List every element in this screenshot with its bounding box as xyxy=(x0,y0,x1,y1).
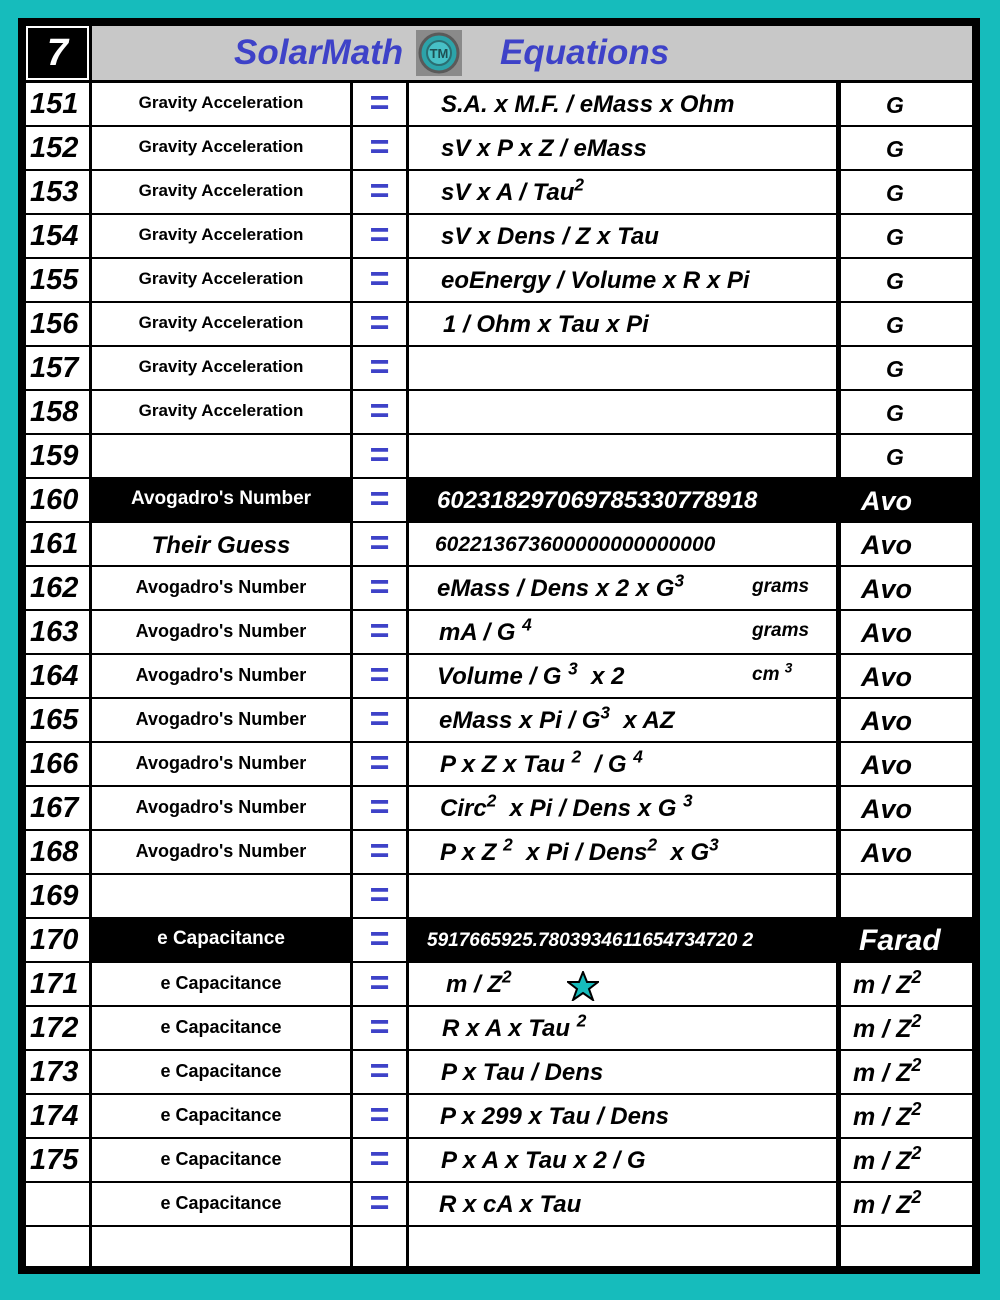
title-solarmath: SolarMath xyxy=(234,33,404,72)
row-name: Avogadro's Number xyxy=(92,611,350,653)
row-name: Gravity Acceleration xyxy=(92,303,350,345)
row-name: Gravity Acceleration xyxy=(92,259,350,301)
table-row xyxy=(26,391,972,433)
equals-sign: = xyxy=(353,1183,406,1225)
logo-text: TM xyxy=(429,46,449,61)
equals-sign: = xyxy=(353,1095,406,1137)
row-name: Avogadro's Number xyxy=(92,699,350,741)
table-row xyxy=(26,1183,972,1225)
row-expression xyxy=(409,611,836,653)
row-expression xyxy=(409,1007,836,1049)
expr-part: R x cA x Tau xyxy=(439,1191,582,1218)
row-expression xyxy=(409,875,836,917)
row-name xyxy=(92,1227,350,1266)
row-result xyxy=(841,1227,972,1266)
row-name: e Capacitance xyxy=(92,1051,350,1093)
table-row xyxy=(26,787,972,829)
row-number: 167 xyxy=(26,787,89,829)
row-name: Gravity Acceleration xyxy=(92,347,350,389)
row-expression xyxy=(409,963,836,1005)
row-number: 158 xyxy=(26,391,89,433)
row-name: Avogadro's Number xyxy=(92,787,350,829)
exponent: 2 xyxy=(502,966,512,987)
equals-sign: = xyxy=(353,743,406,785)
equals-sign: = xyxy=(353,1051,406,1093)
expr-part: x Pi / Dens x G xyxy=(509,795,677,822)
row-result: G xyxy=(841,259,972,301)
row-name: Avogadro's Number xyxy=(92,479,350,521)
row-expression xyxy=(409,1095,836,1137)
row-result: G xyxy=(841,171,972,213)
table-row xyxy=(26,1051,972,1093)
row-result: G xyxy=(841,347,972,389)
exponent: 2 xyxy=(576,1010,587,1031)
row-number: 172 xyxy=(26,1007,89,1049)
table-row xyxy=(26,963,972,1005)
row-number: 164 xyxy=(26,655,89,697)
row-name: Avogadro's Number xyxy=(92,655,350,697)
table-row xyxy=(26,743,972,785)
row-number: 154 xyxy=(26,215,89,257)
row-expression xyxy=(409,171,836,213)
row-number: 165 xyxy=(26,699,89,741)
table-row-empty xyxy=(26,1227,972,1266)
row-result: Avo xyxy=(841,611,972,653)
row-expression xyxy=(409,1227,836,1266)
row-number: 156 xyxy=(26,303,89,345)
equals-sign: = xyxy=(353,347,406,389)
equals-sign: = xyxy=(353,127,406,169)
row-expression xyxy=(409,391,836,433)
row-number: 152 xyxy=(26,127,89,169)
row-number: 151 xyxy=(26,83,89,125)
row-expression xyxy=(409,699,836,741)
row-number: 169 xyxy=(26,875,89,917)
page-frame xyxy=(18,18,980,1274)
equals-sign: = xyxy=(353,171,406,213)
table-row xyxy=(26,831,972,873)
row-number: 170 xyxy=(26,919,89,961)
row-expression xyxy=(409,435,836,477)
unit-grams: grams xyxy=(752,576,810,597)
row-expression xyxy=(409,743,836,785)
row-name: e Capacitance xyxy=(92,1095,350,1137)
exponent: 3 xyxy=(568,658,578,679)
expr-part: Volume / G xyxy=(437,663,562,690)
expr-part: x G xyxy=(670,839,710,866)
row-name: e Capacitance xyxy=(92,1183,350,1225)
table-row xyxy=(26,347,972,389)
expr-part: mA / G xyxy=(439,619,516,646)
exponent: 3 xyxy=(600,702,611,723)
row-name: Gravity Acceleration xyxy=(92,391,350,433)
row-name xyxy=(92,875,350,917)
equals-sign: = xyxy=(353,523,406,565)
equals-sign: = xyxy=(353,303,406,345)
row-result: m / $Z^2$ xyxy=(841,1051,972,1093)
page-number: 7 xyxy=(26,26,89,80)
equals-sign: = xyxy=(353,655,406,697)
table-row-highlight xyxy=(26,479,972,521)
exponent: 3 xyxy=(674,570,685,591)
row-expression xyxy=(409,655,836,697)
expr-part: eMass / Dens x 2 x G xyxy=(437,575,675,602)
row-expression xyxy=(409,1139,836,1181)
equals-sign: = xyxy=(353,479,406,521)
table-row xyxy=(26,567,972,609)
equals-sign: = xyxy=(353,1007,406,1049)
row-number: 153 xyxy=(26,171,89,213)
expr-part: P x 299 x Tau / Dens xyxy=(440,1103,669,1130)
row-expression xyxy=(409,1183,836,1225)
title-band xyxy=(92,26,972,80)
row-expression: sV x P x Z / eMass xyxy=(409,127,836,169)
table-row xyxy=(26,259,972,301)
equals-cell xyxy=(353,1227,406,1266)
row-expression: S.A. x M.F. / eMass x Ohm xyxy=(409,83,836,125)
expr-part: x Pi / Dens xyxy=(526,839,648,866)
row-number: 171 xyxy=(26,963,89,1005)
expr-part: P x Z xyxy=(440,839,497,866)
exponent: 2 xyxy=(503,834,513,855)
row-result: Avo xyxy=(841,567,972,609)
row-name: e Capacitance xyxy=(92,1007,350,1049)
exponent: 2 xyxy=(486,790,497,811)
table-row xyxy=(26,303,972,345)
row-name: e Capacitance xyxy=(92,963,350,1005)
table-row xyxy=(26,523,972,565)
exponent: 3 xyxy=(709,834,719,855)
exponent: 2 xyxy=(574,174,584,195)
row-number: 166 xyxy=(26,743,89,785)
table-row xyxy=(26,611,972,653)
equals-sign: = xyxy=(353,215,406,257)
exponent: 2 xyxy=(571,746,582,767)
row-result: G xyxy=(841,435,972,477)
row-name: Gravity Acceleration xyxy=(92,83,350,125)
row-result: Avo xyxy=(841,699,972,741)
row-result: Avo xyxy=(841,743,972,785)
expr-part: P x Tau / Dens xyxy=(441,1059,604,1086)
row-expression xyxy=(409,1051,836,1093)
expr-part: P x A x Tau x 2 / G xyxy=(441,1147,646,1174)
equals-sign: = xyxy=(353,831,406,873)
row-expression xyxy=(409,567,836,609)
row-value: 602213673600000000000000 xyxy=(409,523,836,565)
row-expression: sV x Dens / Z x Tau xyxy=(409,215,836,257)
row-number: 159 xyxy=(26,435,89,477)
row-number: 173 xyxy=(26,1051,89,1093)
equation-sheet xyxy=(26,26,972,1266)
table-row xyxy=(26,1007,972,1049)
table-row xyxy=(26,171,972,213)
row-name: Avogadro's Number xyxy=(92,743,350,785)
row-name: e Capacitance xyxy=(92,1139,350,1181)
row-name: Avogadro's Number xyxy=(92,567,350,609)
equals-sign: = xyxy=(353,83,406,125)
expr-part: x 2 xyxy=(591,663,625,690)
row-result: m / $Z^2$ xyxy=(841,963,972,1005)
exponent: 2 xyxy=(647,834,658,855)
row-expression xyxy=(409,831,836,873)
row-value: 602318297069785330778918 xyxy=(409,479,836,521)
tm-logo-icon xyxy=(416,30,462,76)
row-result xyxy=(841,875,972,917)
row-expression xyxy=(409,787,836,829)
row-result: G xyxy=(841,215,972,257)
expr-part: Circ xyxy=(440,795,487,822)
exponent: 4 xyxy=(633,746,643,767)
row-result: Avo xyxy=(841,787,972,829)
row-expression xyxy=(409,347,836,389)
row-number: 163 xyxy=(26,611,89,653)
row-result: m / $Z^2$ xyxy=(841,1007,972,1049)
row-name: Avogadro's Number xyxy=(92,831,350,873)
row-number xyxy=(26,1227,89,1266)
row-name: Gravity Acceleration xyxy=(92,215,350,257)
table-row xyxy=(26,655,972,697)
expr-part: eMass x Pi / G xyxy=(439,707,601,734)
table-row-highlight xyxy=(26,919,972,961)
table-row xyxy=(26,127,972,169)
table-row xyxy=(26,215,972,257)
equals-sign: = xyxy=(353,611,406,653)
row-result: G xyxy=(841,391,972,433)
row-name: Gravity Acceleration xyxy=(92,171,350,213)
row-expression: eoEnergy / Volume x R x Pi xyxy=(409,259,836,301)
table-row xyxy=(26,83,972,125)
row-value: 5917665925.7803934611654734720 2 xyxy=(409,919,836,961)
row-number: 161 xyxy=(26,523,89,565)
row-result: G xyxy=(841,303,972,345)
row-result: Farad xyxy=(841,919,972,961)
row-number: 162 xyxy=(26,567,89,609)
equals-sign: = xyxy=(353,919,406,961)
row-name: Their Guess xyxy=(92,523,350,565)
row-result: m / $Z^2$ xyxy=(841,1139,972,1181)
unit-cm: cm $^3$ xyxy=(752,660,793,685)
row-name xyxy=(92,435,350,477)
table-row xyxy=(26,875,972,917)
row-result: Avo xyxy=(841,655,972,697)
equals-sign: = xyxy=(353,567,406,609)
row-result: G xyxy=(841,83,972,125)
expr-part: x AZ xyxy=(623,707,675,734)
title-row xyxy=(26,26,972,80)
equals-sign: = xyxy=(353,787,406,829)
row-number: 174 xyxy=(26,1095,89,1137)
equals-sign: = xyxy=(353,963,406,1005)
equals-sign: = xyxy=(353,391,406,433)
row-result: G xyxy=(841,127,972,169)
row-expression: 1 / Ohm x Tau x Pi xyxy=(409,303,836,345)
row-number: 168 xyxy=(26,831,89,873)
expr-part: P x Z x Tau xyxy=(440,751,565,778)
row-result: m / $Z^2$ xyxy=(841,1183,972,1225)
table-row xyxy=(26,435,972,477)
unit-grams: grams xyxy=(752,620,810,641)
table-row xyxy=(26,699,972,741)
equals-sign: = xyxy=(353,435,406,477)
row-result: Avo xyxy=(841,479,972,521)
row-number: 175 xyxy=(26,1139,89,1181)
exponent: 3 xyxy=(683,790,693,811)
row-result: m / $Z^2$ xyxy=(841,1095,972,1137)
row-number: 155 xyxy=(26,259,89,301)
expr-part: R x A x Tau xyxy=(442,1015,571,1042)
expr-part: sV x A / Tau xyxy=(441,179,575,206)
equals-sign: = xyxy=(353,259,406,301)
row-name: e Capacitance xyxy=(92,919,350,961)
exponent: 4 xyxy=(522,614,532,635)
row-name: Gravity Acceleration xyxy=(92,127,350,169)
star-icon xyxy=(567,971,599,1001)
row-number xyxy=(26,1183,89,1225)
row-result: Avo xyxy=(841,831,972,873)
row-result: Avo xyxy=(841,523,972,565)
equals-sign: = xyxy=(353,875,406,917)
row-number: 160 xyxy=(26,479,89,521)
expr-part: / G xyxy=(594,751,627,778)
equals-sign: = xyxy=(353,1139,406,1181)
row-number: 157 xyxy=(26,347,89,389)
title-equations: Equations xyxy=(500,33,670,72)
equals-sign: = xyxy=(353,699,406,741)
expr-part: m / Z xyxy=(446,971,503,998)
table-row xyxy=(26,1095,972,1137)
table-row xyxy=(26,1139,972,1181)
